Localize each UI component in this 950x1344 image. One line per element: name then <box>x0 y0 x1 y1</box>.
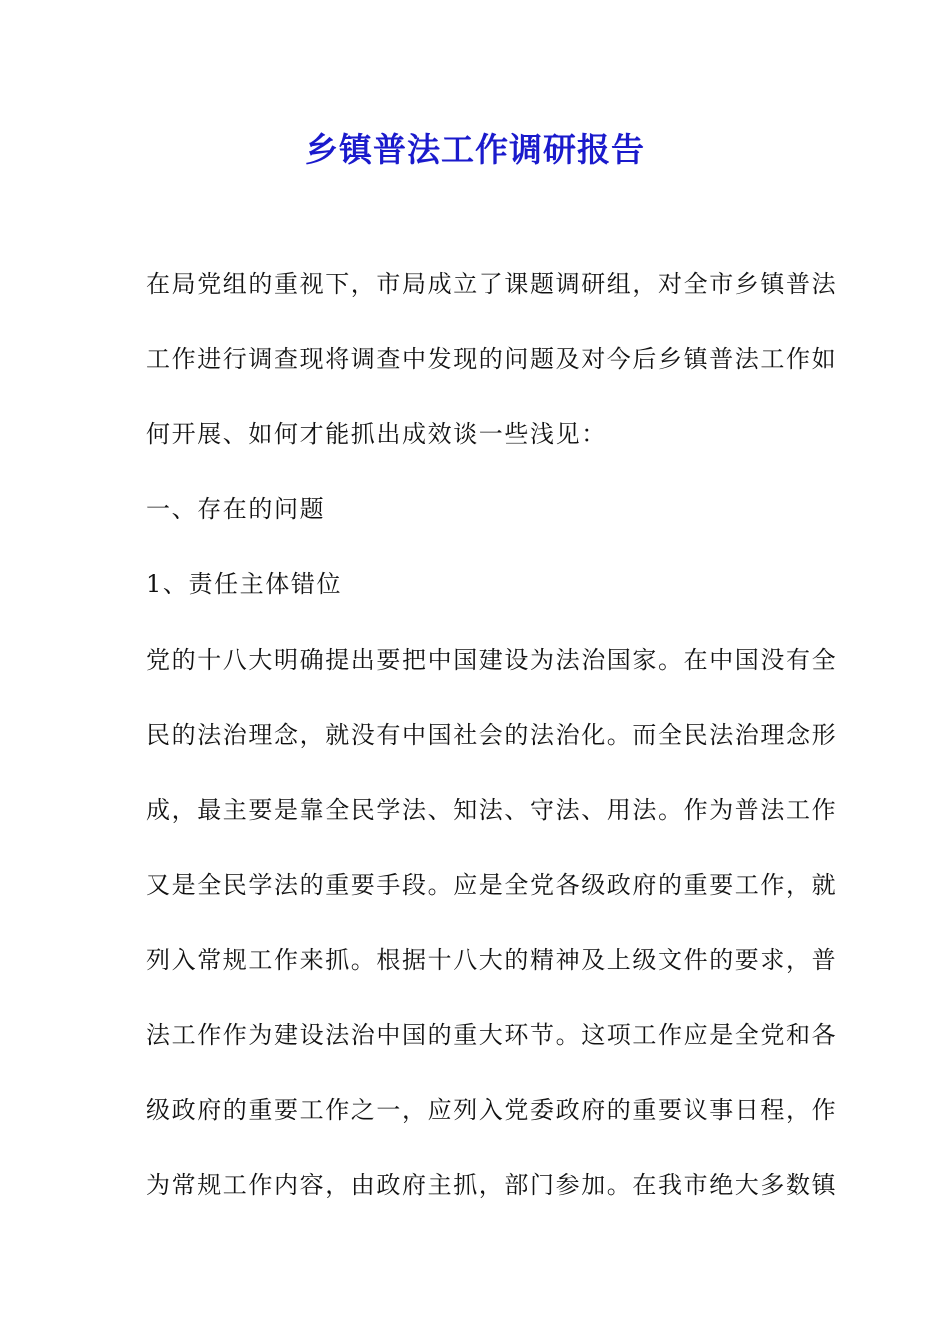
subsection-heading: 1、责任主体错位 <box>146 570 343 598</box>
paragraph-line-intro-1: 在局党组的重视下，市局成立了课题调研组，对全市乡镇普法 <box>146 270 838 298</box>
paragraph-line-intro-3: 何开展、如何才能抓出成效谈一些浅见： <box>146 420 607 448</box>
document-title: 乡镇普法工作调研报告 <box>305 130 645 169</box>
paragraph-line-body-6: 法工作作为建设法治中国的重大环节。这项工作应是全党和各 <box>146 1021 838 1049</box>
paragraph-line-body-8: 为常规工作内容，由政府主抓，部门参加。在我市绝大多数镇 <box>146 1171 838 1199</box>
paragraph-line-body-1: 党的十八大明确提出要把中国建设为法治国家。在中国没有全 <box>146 646 838 674</box>
section-heading: 一、存在的问题 <box>146 495 326 523</box>
paragraph-line-body-7: 级政府的重要工作之一，应列入党委政府的重要议事日程，作 <box>146 1096 838 1124</box>
paragraph-line-body-4: 又是全民学法的重要手段。应是全党各级政府的重要工作，就 <box>146 871 838 899</box>
paragraph-line-body-5: 列入常规工作来抓。根据十八大的精神及上级文件的要求，普 <box>146 946 838 974</box>
paragraph-line-body-2: 民的法治理念，就没有中国社会的法治化。而全民法治理念形 <box>146 721 838 749</box>
paragraph-line-intro-2: 工作进行调查现将调查中发现的问题及对今后乡镇普法工作如 <box>146 345 838 373</box>
paragraph-line-body-3: 成，最主要是靠全民学法、知法、守法、用法。作为普法工作 <box>146 796 838 824</box>
